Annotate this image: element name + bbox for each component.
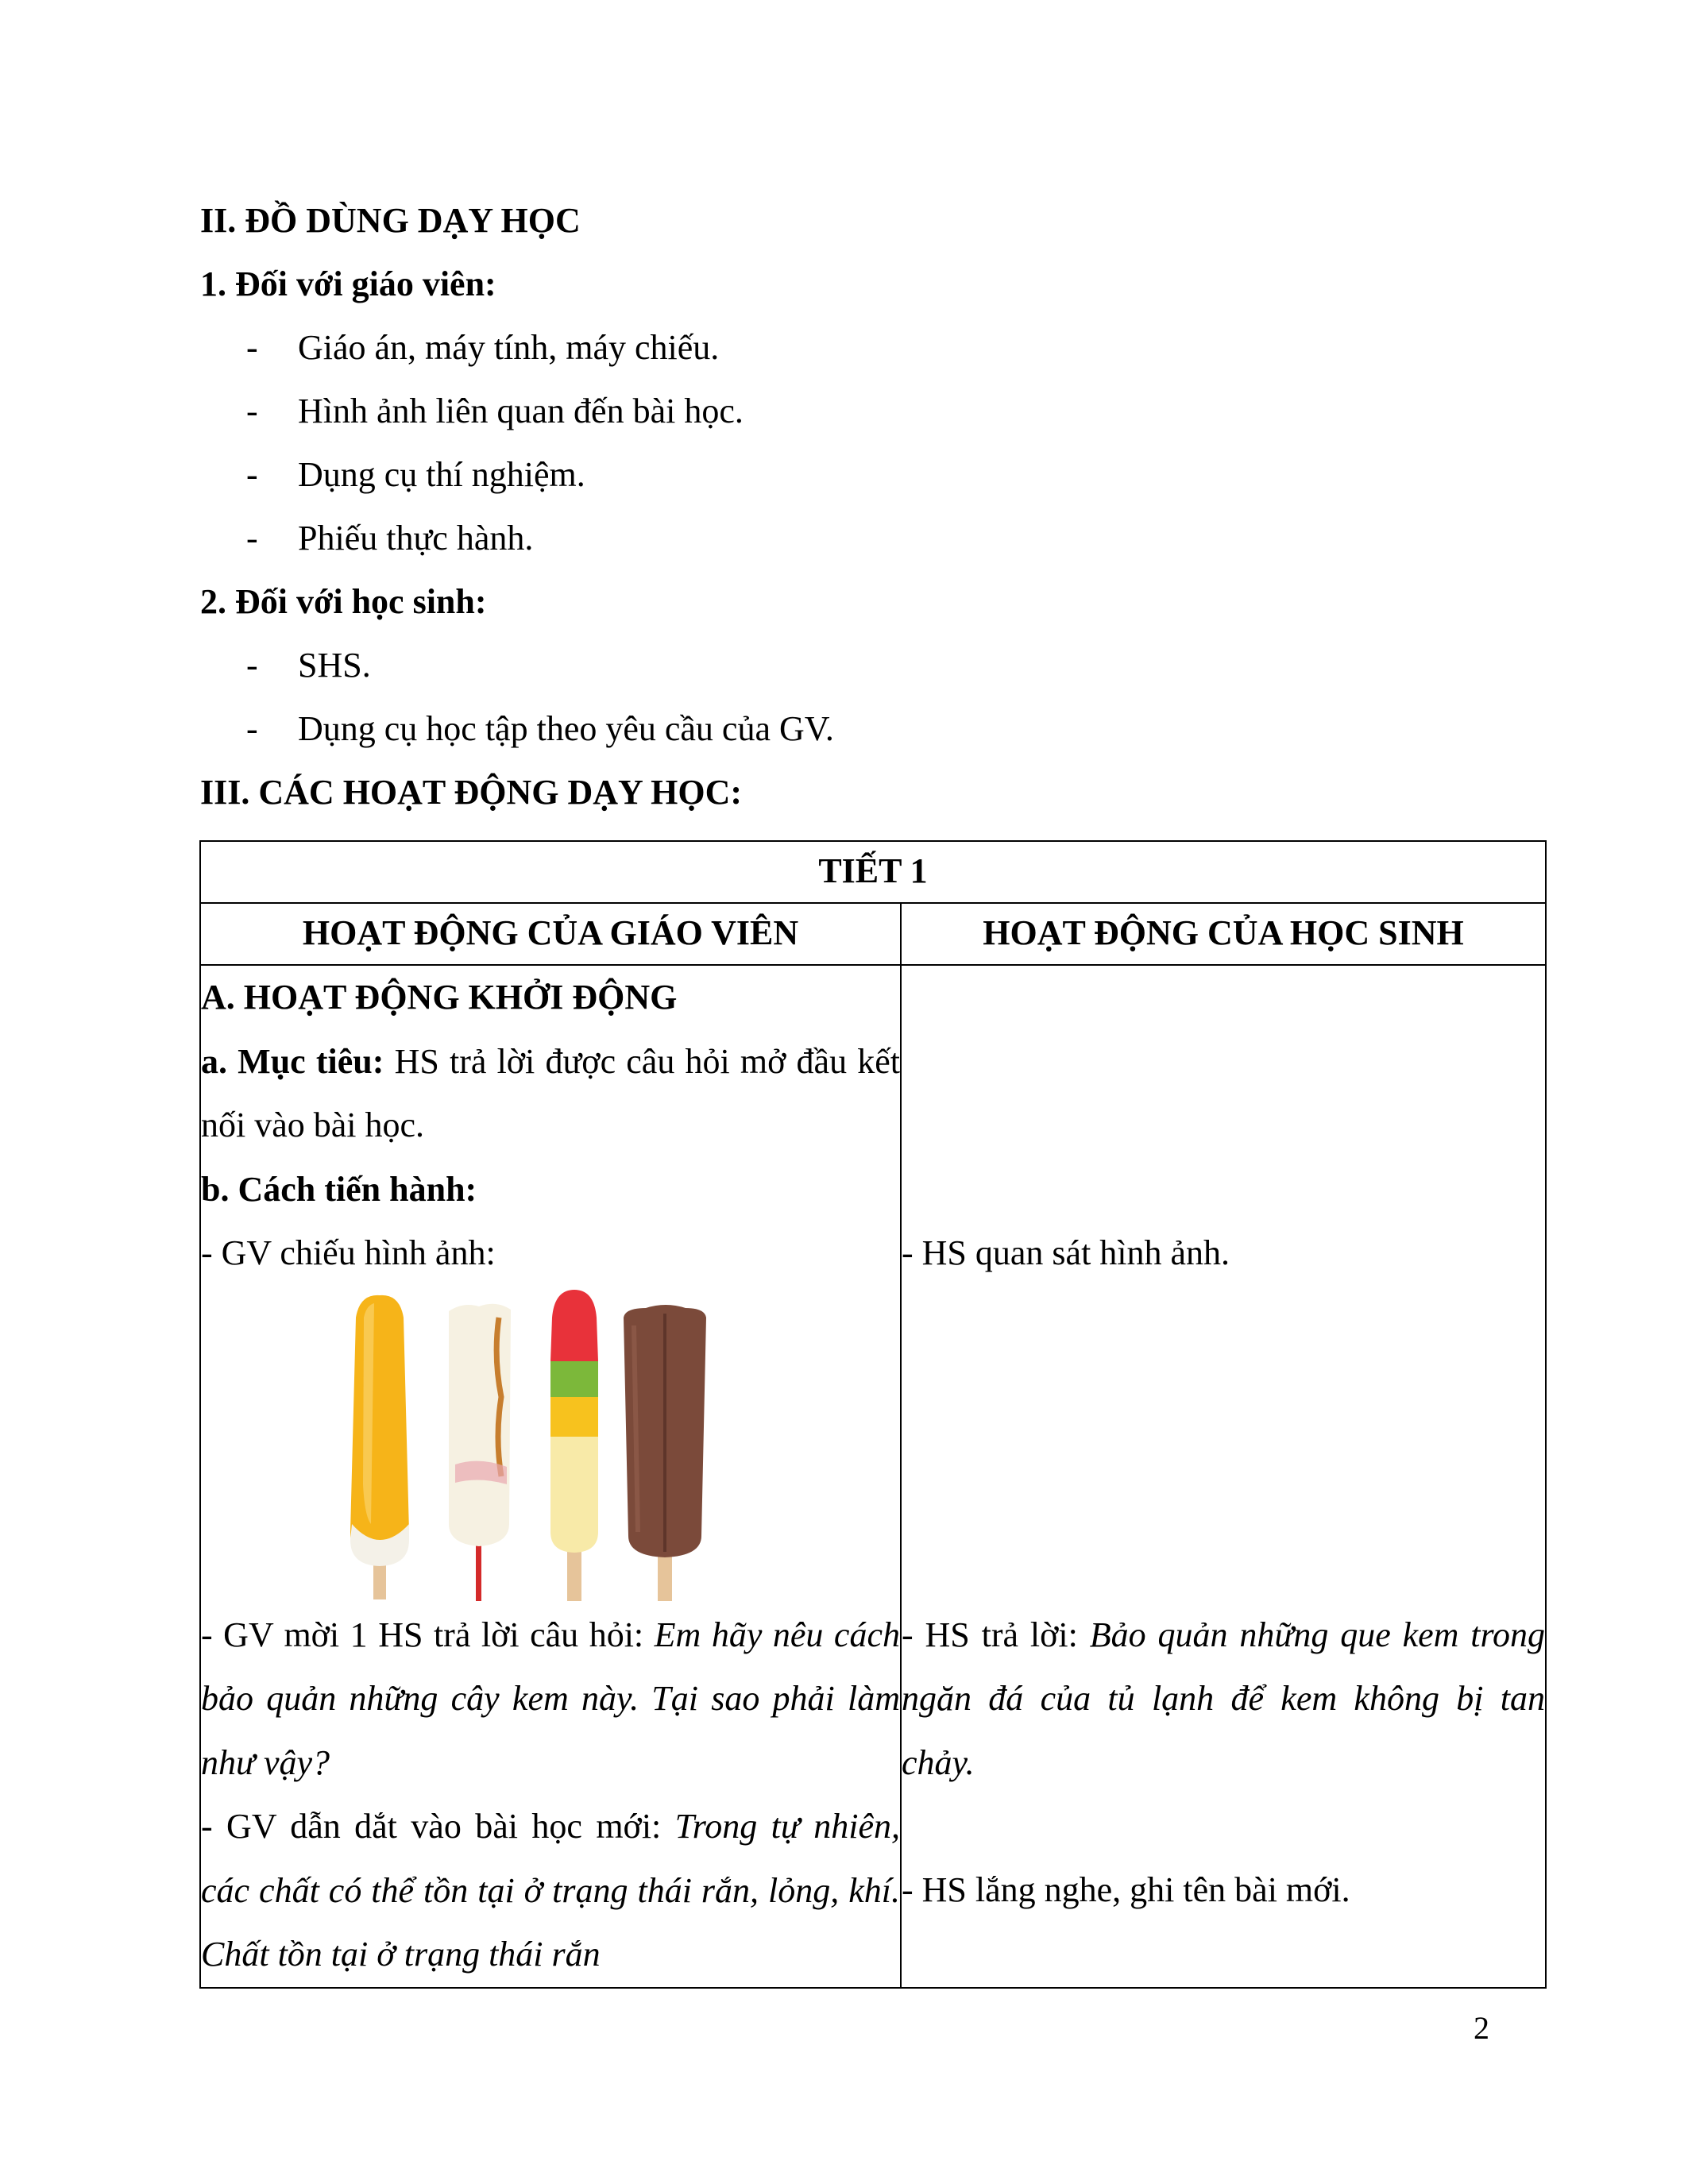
list-item: - Phiếu thực hành.: [246, 519, 534, 558]
goal-paragraph: a. Mục tiêu: HS trả lời được câu hỏi mở đầu kết nối vào bài học.: [201, 1041, 900, 1144]
period-header: TIẾT 1: [200, 841, 1546, 903]
student-activity-cell: [901, 965, 1546, 1988]
show-image-step: - GV chiếu hình ảnh:: [201, 1233, 496, 1272]
student-column-header: HOẠT ĐỘNG CỦA HỌC SINH: [901, 903, 1546, 965]
list-item: - Dụng cụ học tập theo yêu cầu của GV.: [246, 709, 834, 748]
question-step: - GV mời 1 HS trả lời câu hỏi: Em hãy nêu cách bảo quản những cây kem này. Tại sao phải làm như vậy?: [201, 1615, 900, 1782]
method-label: b. Cách tiến hành:: [201, 1169, 477, 1209]
page-number: 2: [1474, 2010, 1489, 2046]
student-heading: 2. Đối với học sinh:: [200, 582, 487, 621]
popsicles-image: [201, 1286, 900, 1603]
activity-title: A. HOẠT ĐỘNG KHỞI ĐỘNG: [201, 978, 678, 1017]
vanilla-popsicle: [449, 1303, 511, 1600]
teacher-column-header: HOẠT ĐỘNG CỦA GIÁO VIÊN: [200, 903, 901, 965]
intro-step: - GV dẫn dắt vào bài học mới: Trong tự nhiên, các chất có thể tồn tại ở trạng thái rắn, lỏng, khí. Chất tồn tại ở trạng thái rắn: [201, 1807, 900, 1974]
list-item: - Giáo án, máy tính, máy chiếu.: [246, 328, 720, 367]
chocolate-popsicle: [624, 1305, 706, 1601]
activities-table: [199, 840, 1547, 1989]
student-listen: - HS lắng nghe, ghi tên bài mới.: [902, 1870, 1350, 1909]
yellow-popsicle: [350, 1295, 409, 1599]
section-2-title: II. ĐỒ DÙNG DẠY HỌC: [200, 201, 581, 240]
section-3-title: III. CÁC HOẠT ĐỘNG DẠY HỌC:: [200, 773, 743, 812]
list-item: - Hình ảnh liên quan đến bài học.: [246, 392, 744, 430]
student-observe: - HS quan sát hình ảnh.: [902, 1233, 1230, 1272]
teacher-heading: 1. Đối với giáo viên:: [200, 264, 496, 303]
student-answer: - HS trả lời: Bảo quản những que kem trong ngăn đá của tủ lạnh để kem không bị tan chảy.: [902, 1615, 1546, 1782]
list-item: - Dụng cụ thí nghiệm.: [246, 455, 585, 494]
popsicles-illustration: [201, 1286, 870, 1603]
list-item: - SHS.: [246, 646, 371, 685]
teacher-activity-cell: [200, 965, 901, 1988]
rainbow-popsicle: [550, 1290, 598, 1601]
